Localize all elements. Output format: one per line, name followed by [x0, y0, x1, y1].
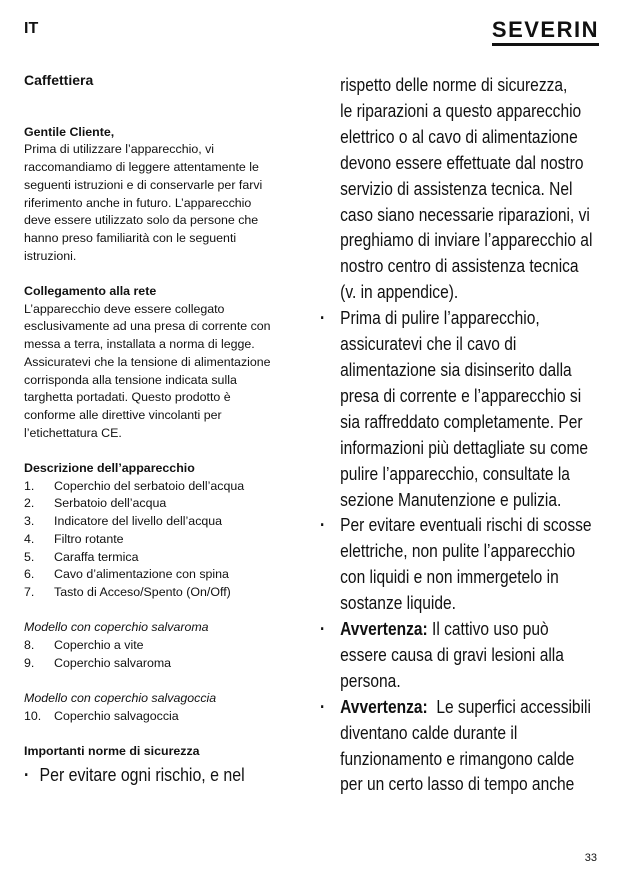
- list-item: [24, 495, 304, 513]
- bullet-text: Per evitare ogni rischio, e nel: [39, 763, 245, 785]
- right-column: [320, 72, 620, 797]
- greeting-heading: Gentile Cliente,: [24, 124, 115, 139]
- list-text: Coperchio salvagoccia: [54, 708, 179, 723]
- list-item: [24, 513, 304, 531]
- list-item: [24, 549, 304, 567]
- list-text: Caraffa termica: [54, 549, 139, 564]
- text-line: L’apparecchio deve essere collegato: [24, 301, 225, 316]
- text-line: seguenti istruzioni e di conservarle per farvi: [24, 177, 263, 192]
- list-text: Coperchio del serbatoio dell’acqua: [54, 478, 245, 493]
- text-line: sostanze liquide.: [340, 592, 456, 614]
- text-line: deve essere utilizzato solo da persone che: [24, 213, 259, 228]
- text-line: elettriche, non pulite l’apparecchio: [340, 540, 576, 562]
- text-line: conforme alle direttive vincolanti per: [24, 407, 222, 422]
- safety-bullet-misuse: [320, 616, 610, 694]
- text-line: nostro centro di assistenza tecnica: [340, 255, 579, 277]
- list-text: Coperchio a vite: [54, 638, 144, 653]
- text-line: raccomandiamo di leggere attentamente le: [24, 160, 259, 175]
- list-text: Coperchio salvaroma: [54, 655, 172, 670]
- language-code: IT: [24, 20, 39, 37]
- warning-text: Il cattivo uso può: [427, 618, 549, 640]
- list-item: [24, 584, 304, 602]
- connection-heading: Collegamento alla rete: [24, 284, 157, 299]
- text-line: preghiamo di inviare l’apparecchio al: [340, 229, 593, 251]
- description-heading: Descrizione dell’apparecchio: [24, 461, 195, 476]
- text-line: (v. in appendice).: [340, 281, 459, 303]
- text-line: istruzioni.: [24, 248, 77, 263]
- safety-bullet-hot-surfaces: [320, 694, 610, 798]
- document-title: Caffettiera: [24, 72, 94, 88]
- list-number: 10.: [24, 708, 42, 723]
- safety-heading: Importanti norme di sicurezza: [24, 744, 200, 759]
- text-line: sia raffreddato completamente. Per: [340, 410, 583, 432]
- warning-text: Le superfici accessibili: [427, 695, 591, 717]
- text-line: per un certo lasso di tempo anche: [340, 773, 575, 795]
- text-line: caso siano necessarie riparazioni, vi: [340, 203, 590, 225]
- text-line: esclusivamente ad una presa di corrente con: [24, 319, 271, 334]
- text-line: con liquidi e non immergetelo in: [340, 566, 559, 588]
- text-line: riferimento anche in futuro. L’apparecchio: [24, 195, 252, 210]
- list-item: [24, 531, 304, 549]
- left-column: [24, 72, 304, 786]
- text-line: informazioni più dettagliate su come: [340, 436, 589, 458]
- text-line: elettrico o al cavo di alimentazione: [340, 125, 578, 147]
- list-item: [24, 637, 304, 655]
- text-line: pulire l’apparecchio, consultate la: [340, 462, 570, 484]
- list-text: Serbatoio dell’acqua: [54, 496, 167, 511]
- list-item: [24, 478, 304, 496]
- brand-logo: SEVERIN: [492, 19, 599, 46]
- text-line: sezione Manutenzione e pulizia.: [340, 488, 562, 510]
- text-line: rispetto delle norme di sicurezza,: [340, 74, 568, 95]
- bullet-icon: ·: [24, 763, 30, 785]
- safety-bullet-shock: [320, 512, 610, 616]
- list-number: 6.: [24, 567, 35, 582]
- list-text: Tasto di Acceso/Spento (On/Off): [54, 584, 231, 599]
- text-line: diventano calde durante il: [340, 721, 518, 743]
- text-line: [340, 694, 610, 720]
- bullet-icon: ·: [320, 618, 326, 640]
- safety-bullet: [24, 763, 265, 786]
- continuation-text: [320, 72, 610, 305]
- parts-list: [24, 478, 304, 602]
- text-line: messa a terra, installata a norma di legge.: [24, 337, 255, 352]
- list-text: Cavo d’alimentazione con spina: [54, 567, 229, 582]
- text-line: le riparazioni a questo apparecchio: [340, 99, 582, 121]
- text-line: Prima di utilizzare l’apparecchio, vi: [24, 142, 215, 157]
- text-line: targhetta portadati. Questo prodotto è: [24, 390, 231, 405]
- list-text: Indicatore del livello dell’acqua: [54, 514, 223, 529]
- text-line: hanno preso familiarità con le seguenti: [24, 230, 237, 245]
- text-line: assicuratevi che il cavo di: [340, 333, 517, 355]
- list-text: Filtro rotante: [54, 531, 124, 546]
- list-item: [24, 708, 304, 726]
- list-number: 1.: [24, 478, 35, 493]
- warning-label: Avvertenza:: [340, 695, 428, 717]
- text-line: Assicuratevi che la tensione di alimentazione: [24, 354, 271, 369]
- list-number: 7.: [24, 584, 35, 599]
- list-item: [24, 566, 304, 584]
- list-number: 3.: [24, 514, 35, 529]
- page-number: 33: [584, 852, 597, 864]
- connection-section: [24, 283, 304, 442]
- text-line: corrisponda alla tensione indicata sulla: [24, 372, 237, 387]
- text-line: l’etichettatura CE.: [24, 425, 122, 440]
- drip-parts-list: [24, 708, 304, 726]
- text-line: servizio di assistenza tecnica. Nel: [340, 177, 573, 199]
- greeting-section: [24, 124, 304, 266]
- list-number: 9.: [24, 655, 35, 670]
- text-line: [340, 616, 610, 642]
- list-number: 2.: [24, 496, 35, 511]
- bullet-icon: ·: [320, 695, 326, 717]
- list-number: 4.: [24, 531, 35, 546]
- text-line: funzionamento e rimangono calde: [340, 747, 575, 769]
- bullet-icon: ·: [320, 514, 326, 536]
- aroma-parts-list: [24, 637, 304, 672]
- text-line: alimentazione sia disinserito dalla: [340, 358, 572, 380]
- list-number: 8.: [24, 638, 35, 653]
- text-line: persona.: [340, 669, 401, 691]
- bullet-icon: ·: [320, 307, 326, 329]
- warning-label: Avvertenza:: [340, 618, 428, 640]
- text-line: Prima di pulire l’apparecchio,: [340, 307, 540, 329]
- text-line: Per evitare eventuali rischi di scosse: [340, 514, 592, 536]
- list-number: 5.: [24, 549, 35, 564]
- text-line: essere causa di gravi lesioni alla: [340, 643, 564, 665]
- text-line: presa di corrente e l’apparecchio si: [340, 384, 582, 406]
- model-drip-heading: Modello con coperchio salvagoccia: [24, 691, 217, 706]
- text-line: devono essere effettuate dal nostro: [340, 151, 584, 173]
- list-item: [24, 655, 304, 673]
- safety-bullet-cleaning: [320, 305, 610, 512]
- model-aroma-heading: Modello con coperchio salvaroma: [24, 620, 209, 635]
